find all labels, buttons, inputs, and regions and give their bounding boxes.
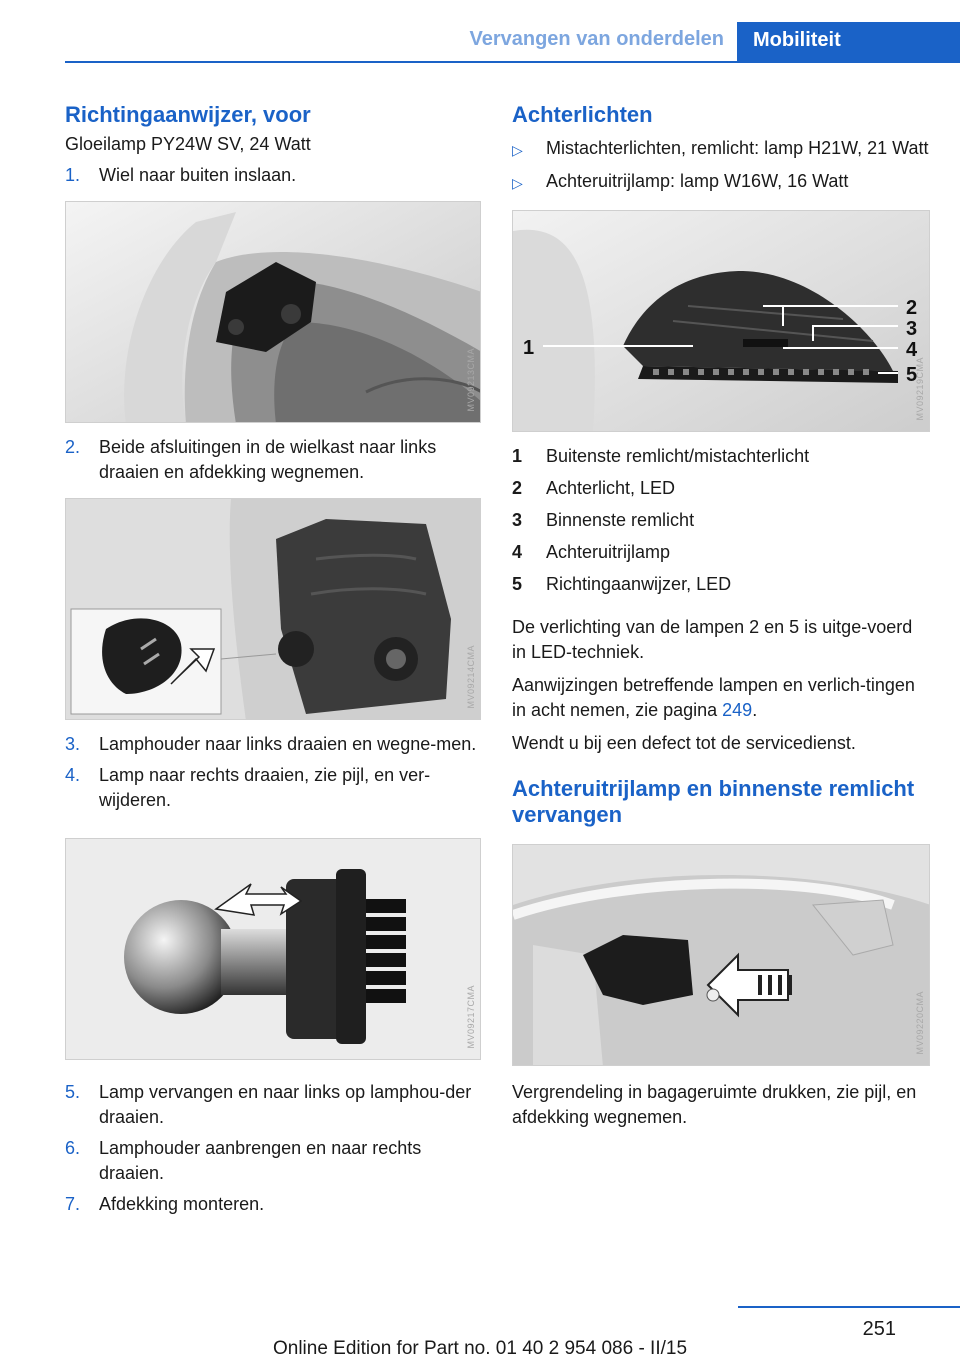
step-number: 3.: [65, 734, 81, 754]
led-note: De verlichting van de lampen 2 en 5 is uitge‐voerd in LED-techniek.: [512, 617, 913, 662]
rear-light-illustration: [513, 211, 930, 432]
legend-number: 5: [512, 574, 523, 594]
figure-code: MV09213CMA: [466, 348, 476, 412]
step-text: Afdekking monteren.: [99, 1194, 265, 1214]
left-column: [65, 100, 481, 1217]
callout-2: 2: [906, 297, 918, 319]
callout-1: 1: [523, 337, 535, 359]
triangle-bullet-icon: ▷: [512, 142, 523, 158]
step-number: 5.: [65, 1082, 81, 1102]
step-number: 7.: [65, 1194, 81, 1214]
legend-text: Binnenste remlicht: [546, 510, 695, 530]
trunk-instruction: Vergrendeling in bagageruimte drukken, zie pijl, en afdekking wegnemen.: [512, 1082, 917, 1127]
bulb-illustration: [66, 839, 481, 1060]
trunk-illustration: [513, 845, 930, 1066]
step-text: Wiel naar buiten inslaan.: [99, 165, 297, 185]
step-3: [65, 732, 481, 757]
legend-item: [512, 540, 930, 565]
step-number: 4.: [65, 765, 81, 785]
legend-number: 3: [512, 510, 523, 530]
legend-list: [512, 444, 930, 597]
header-chapter-tab: Mobiliteit: [737, 22, 960, 62]
step-text: Lamp naar rechts draaien, zie pijl, en ver‐wijderen.: [99, 765, 431, 810]
wheel-arch-illustration: [66, 202, 481, 423]
lamp-reference-note: [512, 673, 930, 723]
step-number: 2.: [65, 437, 81, 457]
page-header: [0, 22, 960, 62]
legend-number: 1: [512, 446, 523, 466]
header-section-title: Vervangen van onderdelen: [469, 28, 724, 50]
header-rule: [65, 61, 960, 63]
legend-number: 2: [512, 478, 523, 498]
figure-code: MV09220CMA: [915, 991, 925, 1055]
step-2: [65, 435, 481, 485]
cover-illustration: [66, 499, 481, 720]
step-5: [65, 1080, 481, 1130]
callout-3: 3: [906, 318, 918, 340]
step-number: 6.: [65, 1138, 81, 1158]
bullet-item: [512, 169, 930, 196]
figure-code: MV09219CMA: [915, 357, 925, 421]
step-4: [65, 763, 481, 813]
bullet-text: Mistachterlichten, remlicht: lamp H21W, 21 Watt: [546, 138, 929, 158]
service-note: Wendt u bij een defect tot de servicedienst.: [512, 733, 856, 753]
step-text: Lamphouder naar links draaien en wegne‐men.: [99, 734, 477, 754]
legend-text: Achterlicht, LED: [546, 478, 676, 498]
step-text: Lamp vervangen en naar links op lamphou‐der draaien.: [99, 1082, 472, 1127]
reverse-light-subtitle: Achteruitrijlamp en binnenste remlicht vervangen: [512, 776, 915, 827]
figure-rear-light: [512, 210, 930, 432]
figure-bulb: [65, 838, 481, 1060]
step-number: 1.: [65, 165, 81, 185]
bulb-spec: Gloeilamp PY24W SV, 24 Watt: [65, 134, 311, 154]
legend-text: Buitenste remlicht/mistachterlicht: [546, 446, 810, 466]
step-text: Beide afsluitingen in de wielkast naar links draaien en afdekking wegnemen.: [99, 437, 437, 482]
footer-rule: [738, 1306, 960, 1308]
legend-text: Richtingaanwijzer, LED: [546, 574, 732, 594]
legend-item: [512, 572, 930, 597]
figure-trunk-cover: [512, 844, 930, 1066]
callout-5: 5: [906, 364, 918, 386]
step-1: [65, 163, 481, 188]
bullet-item: [512, 136, 930, 163]
figure-code: MV09217CMA: [466, 985, 476, 1049]
page-number: 251: [862, 1318, 896, 1340]
legend-item: [512, 508, 930, 533]
callout-4: 4: [906, 339, 918, 361]
legend-text: Achteruitrijlamp: [546, 542, 671, 562]
rear-lights-title: Achterlichten: [512, 102, 653, 127]
legend-item: [512, 476, 930, 501]
right-column: [512, 100, 930, 1130]
edition-line: Online Edition for Part no. 01 40 2 954 086 - II/15: [272, 1338, 688, 1359]
bullet-text: Achteruitrijlamp: lamp W16W, 16 Watt: [546, 171, 849, 191]
legend-item: [512, 444, 930, 469]
page-link[interactable]: 249: [722, 700, 753, 720]
step-7: [65, 1192, 481, 1217]
figure-wheel-arch-cover: [65, 498, 481, 720]
reference-text: Aanwijzingen betreffende lampen en verlich‐tingen in acht nemen, zie pagina: [512, 675, 915, 720]
legend-number: 4: [512, 542, 523, 562]
step-text: Lamphouder aanbrengen en naar rechts draaien.: [99, 1138, 422, 1183]
turn-signal-front-title: Richtingaanwijzer, voor: [65, 102, 311, 127]
triangle-bullet-icon: ▷: [512, 175, 523, 191]
reference-suffix: .: [752, 700, 758, 720]
figure-wheel-arch: [65, 201, 481, 423]
step-6: [65, 1136, 481, 1186]
figure-code: MV09214CMA: [466, 645, 476, 709]
